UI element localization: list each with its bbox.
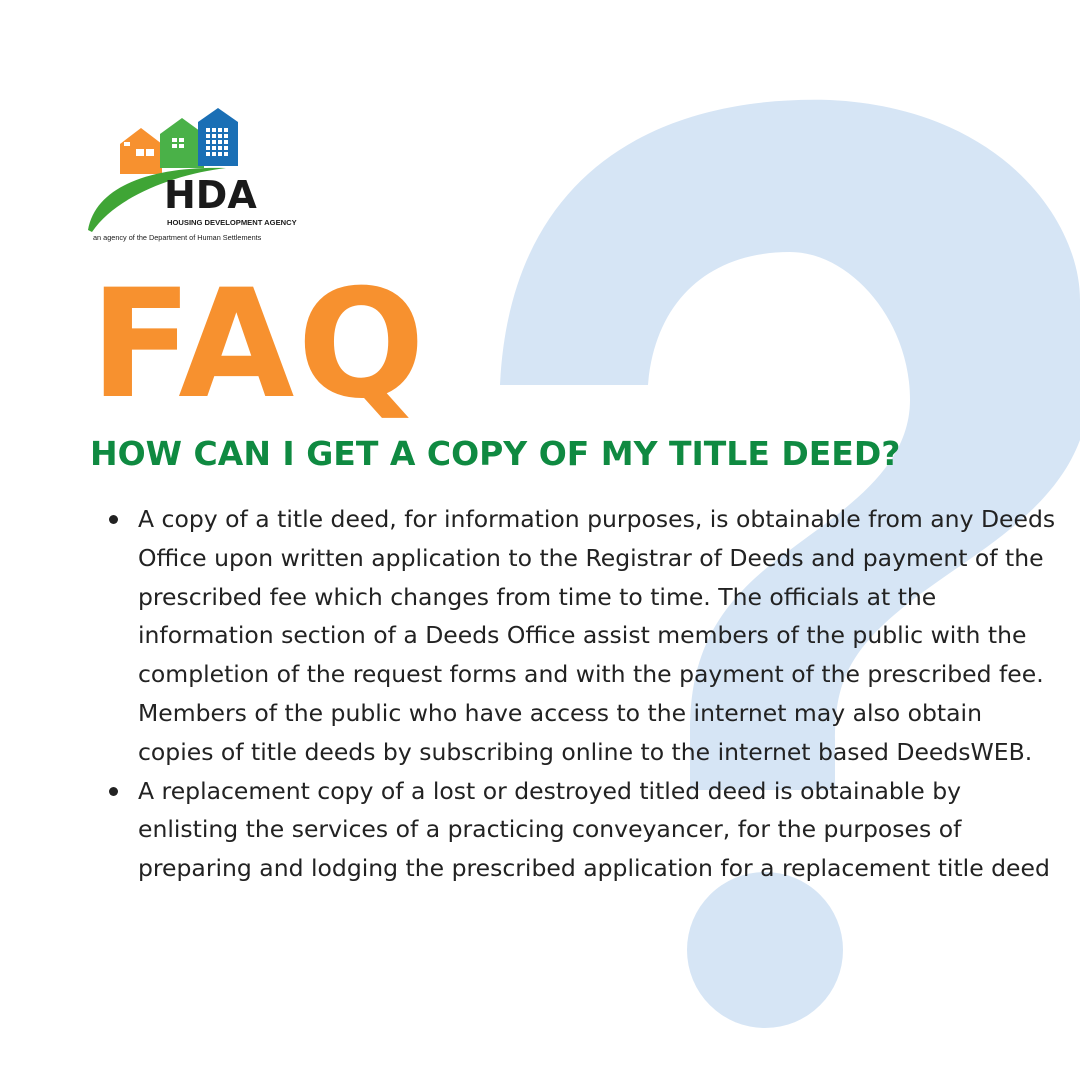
answer-list xyxy=(90,500,1058,888)
logo-name: HOUSING DEVELOPMENT AGENCY xyxy=(167,218,297,227)
answer-text: A replacement copy of a lost or destroyed titled deed is obtainable by enlisting the services of a practicing conveyancer, for the purposes of preparing and lodging the prescribed application for a replacement title deed xyxy=(138,776,1050,883)
logo-acronym: HDA xyxy=(164,173,257,217)
bullet-icon xyxy=(109,787,118,796)
answer-text: A copy of a title deed, for information purposes, is obtainable from any Deeds Office upon written application to the Registrar of Deeds and payment of the prescribed fee which changes from time to time. The officials at the information section of a Deeds Office assist members of the public with the completion of the request forms and with the payment of the prescribed fee. Members of the public who have access to the internet may also obtain copies of title deeds by subscribing online to the internet based DeedsWEB. xyxy=(138,505,1056,766)
question-title: HOW CAN I GET A COPY OF MY TITLE DEED? xyxy=(90,434,901,473)
faq-heading: FAQ xyxy=(90,258,428,432)
bullet-icon xyxy=(109,515,118,524)
answer-item xyxy=(138,772,1058,888)
answer-item xyxy=(138,500,1058,772)
logo-tagline: an agency of the Department of Human Settlements xyxy=(93,233,262,242)
